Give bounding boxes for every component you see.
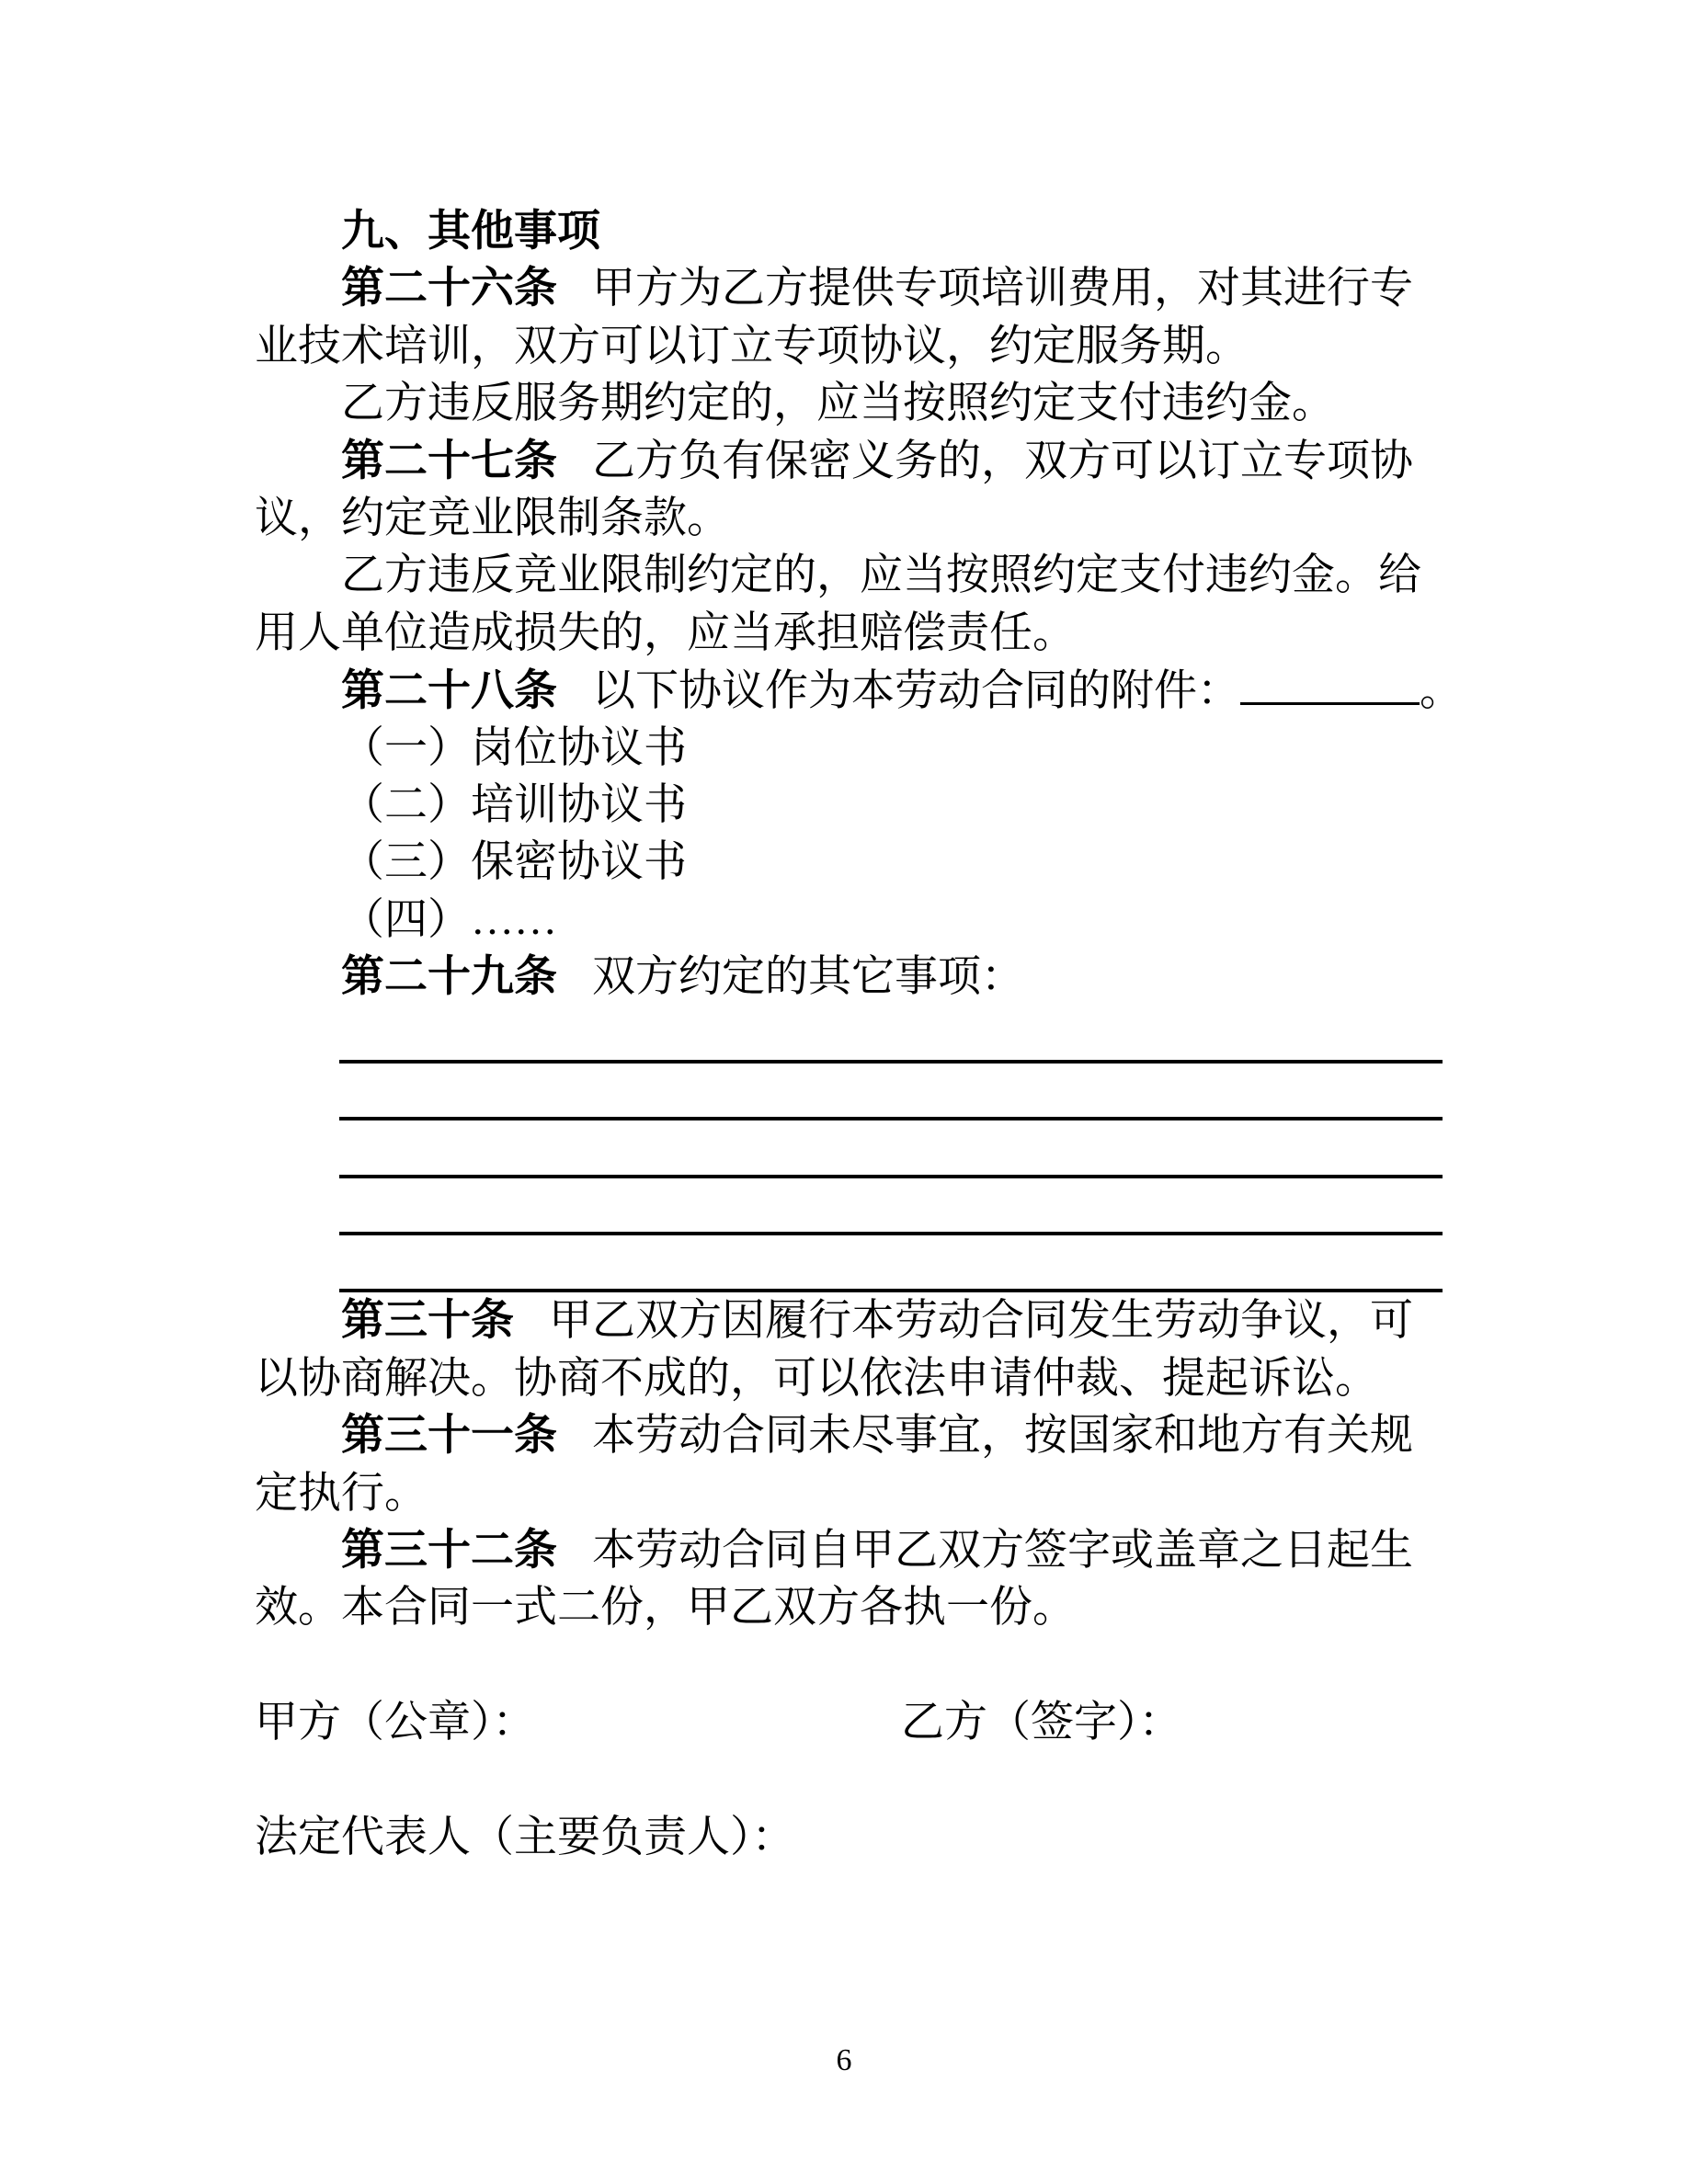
article-31-line-2: 定执行。 xyxy=(255,1469,428,1518)
article-28-number: 第二十八条 xyxy=(341,665,557,717)
signature-row xyxy=(255,1694,1441,1751)
article-31-number: 第三十一条 xyxy=(341,1410,557,1462)
other-items-fill-line-1 xyxy=(339,1006,1443,1063)
party-b-signature-label: 乙方（签字）： xyxy=(901,1699,1182,1747)
article-26-paragraph-2: 乙方违反服务期约定的，应当按照约定支付违约金。 xyxy=(341,380,1335,428)
page-number: 6 xyxy=(836,2043,852,2077)
spacer xyxy=(255,1637,1441,1694)
legal-representative-label: 法定代表人（主要负责人）： xyxy=(255,1813,795,1861)
party-a-seal-label: 甲方（公章）： xyxy=(255,1699,536,1747)
attachment-item-3: （三）保密协议书 xyxy=(341,838,687,887)
section-heading: 九、其他事项 xyxy=(341,206,600,256)
article-28-suffix: 。 xyxy=(1420,667,1463,716)
article-26-text-1: 甲方为乙方提供专项培训费用，对其进行专 xyxy=(592,265,1413,313)
article-26-line-2: 业技术培训，双方可以订立专项协议，约定服务期。 xyxy=(255,322,1249,370)
attachment-item-2: （二）培训协议书 xyxy=(341,780,687,829)
other-items-fill-line-2 xyxy=(339,1064,1443,1120)
attachment-item-4: （四）…… xyxy=(341,895,557,944)
article-27-paragraph-2-line-1: 乙方违反竞业限制约定的，应当按照约定支付违约金。给 xyxy=(341,552,1421,600)
other-items-fill-line-3 xyxy=(339,1120,1443,1177)
article-31-text-1: 本劳动合同未尽事宜，按国家和地方有关规 xyxy=(592,1412,1413,1461)
article-29-text: 双方约定的其它事项： xyxy=(592,953,1024,1002)
contract-body xyxy=(255,203,1463,1866)
article-29-number: 第二十九条 xyxy=(341,951,557,1003)
article-27-text-1: 乙方负有保密义务的，双方可以订立专项协 xyxy=(592,437,1413,485)
article-26-number: 第二十六条 xyxy=(341,263,557,314)
article-30-number: 第三十条 xyxy=(341,1295,514,1347)
article-28-text: 以下协议作为本劳动合同的附件： xyxy=(592,667,1240,716)
article-32-number: 第三十二条 xyxy=(341,1524,557,1575)
article-28-line xyxy=(255,662,1463,719)
article-27-number: 第二十七条 xyxy=(341,435,557,486)
article-27-line-2: 议，约定竞业限制条款。 xyxy=(255,494,730,542)
other-items-fill-line-4 xyxy=(339,1178,1443,1235)
article-32-line-1 xyxy=(255,1522,1441,1579)
article-27-paragraph-2-line-2: 用人单位造成损失的，应当承担赔偿责任。 xyxy=(255,609,1076,657)
article-30-text-1: 甲乙双方因履行本劳动合同发生劳动争议，可 xyxy=(549,1297,1413,1346)
other-items-fill-line-5 xyxy=(339,1235,1443,1292)
attachment-item-1: （一）岗位协议书 xyxy=(341,723,687,772)
attachment-fill-blank xyxy=(1240,662,1420,705)
article-32-line-2: 效。本合同一式二份，甲乙双方各执一份。 xyxy=(255,1584,1076,1632)
article-27-line-1 xyxy=(255,433,1441,490)
article-29-line xyxy=(255,949,1441,1006)
article-30-line-2: 以协商解决。协商不成的，可以依法申请仲裁、提起诉讼。 xyxy=(255,1354,1378,1403)
article-31-line-1 xyxy=(255,1407,1441,1464)
spacer xyxy=(255,1752,1441,1809)
article-32-text-1: 本劳动合同自甲乙双方签字或盖章之日起生 xyxy=(592,1526,1413,1575)
article-30-line-1 xyxy=(255,1292,1441,1349)
article-26-line-1 xyxy=(255,260,1441,317)
